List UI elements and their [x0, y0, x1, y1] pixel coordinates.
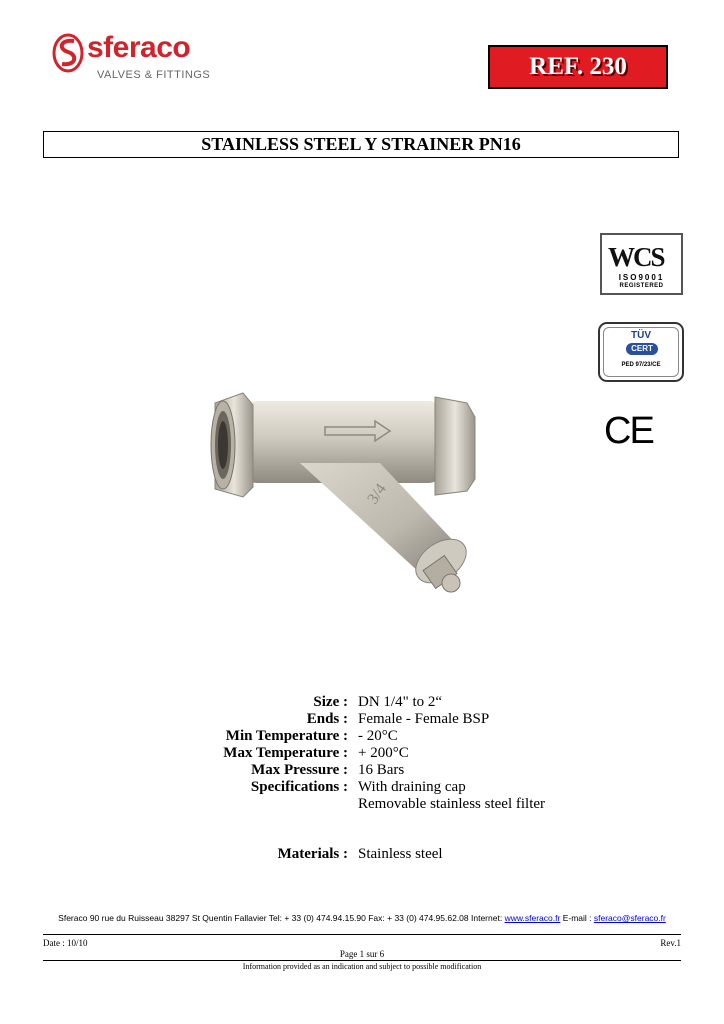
wcs-iso9001-logo — [600, 233, 683, 295]
email-label: E-mail : — [562, 913, 592, 923]
footer-disclaimer: Information provided as an indication and subject to possible modification — [242, 962, 482, 971]
materials-value: Stainless steel — [358, 846, 443, 862]
footer-divider — [43, 934, 681, 935]
spec-label: Min Temperature : — [225, 728, 348, 744]
spec-value: 16 Bars — [358, 762, 405, 778]
spec-value: - 20°C — [358, 728, 398, 744]
spec-table — [180, 694, 600, 863]
spec-label: Specifications : — [250, 779, 348, 795]
document-title: STAINLESS STEEL Y STRAINER PN16 — [201, 134, 521, 154]
wcs-mark: WCS — [608, 242, 664, 272]
footer-address: Sferaco 90 rue du Ruisseau 38297 St Quentin Fallavier Tel: + 33 (0) 474.94.15.90 Fax: + 33 (0) 474.95.62.08 Internet: — [58, 913, 503, 923]
wcs-status: REGISTERED — [619, 283, 664, 289]
spec-row — [180, 728, 600, 745]
ce-mark-icon: CE — [604, 410, 653, 452]
materials-row — [180, 846, 600, 863]
document-title-box — [43, 131, 679, 158]
spec-value: DN 1/4" to 2“ — [358, 694, 443, 710]
tuv-cert-badge: CERT — [626, 343, 658, 355]
spec-value: Female - Female BSP — [358, 711, 490, 727]
spec-row — [180, 762, 600, 779]
spec-label: Size : — [313, 694, 348, 710]
spec-label — [180, 796, 358, 813]
svg-text:3/4: 3/4 — [364, 480, 391, 508]
spec-row — [180, 694, 600, 711]
spec-label: Max Pressure : — [251, 762, 348, 778]
spec-spacer — [180, 813, 600, 846]
tuv-directive: PED 97/23/CE — [621, 362, 661, 368]
materials-label: Materials : — [277, 846, 348, 862]
spec-row — [180, 745, 600, 762]
tuv-cert-logo — [598, 322, 684, 382]
document-date: Date : 10/10 — [43, 938, 88, 948]
sferaco-emblem-icon — [52, 33, 86, 73]
spec-value: Removable stainless steel filter — [358, 796, 546, 812]
reference-badge — [488, 45, 668, 89]
spec-label: Ends : — [306, 711, 348, 727]
spec-label: Max Temperature : — [223, 745, 348, 761]
footer-contact — [0, 913, 724, 923]
spec-value: With draining cap — [358, 779, 466, 795]
reference-label: REF. 230 — [529, 53, 627, 80]
y-strainer-valve-photo — [205, 383, 480, 598]
brand-name: sferaco — [87, 31, 191, 64]
brand-logo — [52, 33, 252, 85]
document-revision: Rev.1 — [660, 938, 681, 948]
footer-divider — [43, 960, 681, 961]
spec-row — [180, 711, 600, 728]
website-link[interactable]: www.sferaco.fr — [504, 913, 561, 923]
brand-tagline: VALVES & FITTINGS — [97, 69, 211, 81]
tuv-mark: TÜV — [631, 330, 651, 341]
email-link[interactable]: sferaco@sferaco.fr — [593, 913, 666, 923]
page-number: Page 1 sur 6 — [339, 949, 385, 959]
spec-row — [180, 779, 600, 796]
spec-row — [180, 796, 600, 813]
spec-value: + 200°C — [358, 745, 409, 761]
wcs-standard: ISO9001 — [618, 273, 665, 282]
